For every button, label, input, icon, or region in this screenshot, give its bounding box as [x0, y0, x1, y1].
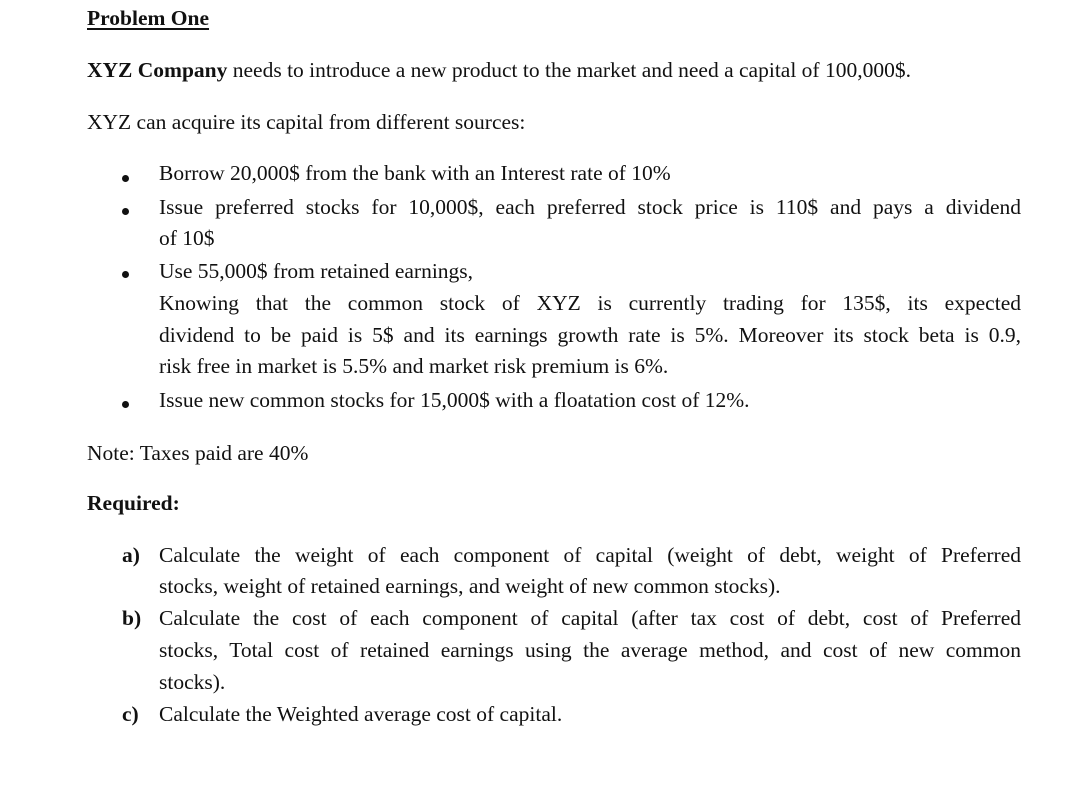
bullet-3-line-1: Use 55,000$ from retained earnings, [159, 259, 474, 283]
bullet-icon [122, 401, 129, 408]
bullet-icon [122, 271, 129, 278]
requirement-a-line-2: stocks, weight of retained earnings, and weight of new common stocks). [159, 574, 781, 598]
bullet-3-line-2: Knowing that the common stock of XYZ is currently trading for 135$, its expected [159, 291, 1021, 315]
bullet-3-line-3: dividend to be paid is 5$ and its earnings growth rate is 5%. Moreover its stock beta is 0.9, [159, 323, 1021, 347]
problem-title: Problem One [87, 6, 210, 30]
bullet-1-line-1: Borrow 20,000$ from the bank with an Interest rate of 10% [159, 161, 671, 185]
requirement-a-line-1: Calculate the weight of each component of capital (weight of debt, weight of Preferred [159, 543, 1021, 567]
requirement-a-label: a) [122, 543, 140, 567]
requirement-c-label: c) [122, 702, 139, 726]
intro-text: needs to introduce a new product to the market and need a capital of 100,000$. [227, 58, 911, 82]
sources-intro: XYZ can acquire its capital from different sources: [87, 110, 526, 134]
requirement-b-line-2: stocks, Total cost of retained earnings using the average method, and cost of new common [159, 638, 1021, 662]
requirement-b-label: b) [122, 606, 142, 630]
tax-note: Note: Taxes paid are 40% [87, 441, 309, 465]
bullet-4-line-1: Issue new common stocks for 15,000$ with a floatation cost of 12%. [159, 388, 750, 412]
bullet-icon [122, 175, 129, 182]
requirement-b-line-1: Calculate the cost of each component of capital (after tax cost of debt, cost of Preferred [159, 606, 1021, 630]
bullet-icon [122, 208, 129, 215]
intro-paragraph [87, 58, 911, 83]
bullet-2-line-1: Issue preferred stocks for 10,000$, each preferred stock price is 110$ and pays a dividend [159, 195, 1021, 219]
required-heading: Required: [87, 491, 180, 515]
bullet-3-line-4: risk free in market is 5.5% and market risk premium is 6%. [159, 354, 669, 378]
requirement-b-line-3: stocks). [159, 670, 226, 694]
bullet-2-line-2: of 10$ [159, 226, 215, 250]
requirement-c-line-1: Calculate the Weighted average cost of capital. [159, 702, 563, 726]
company-name: XYZ Company [87, 58, 228, 82]
